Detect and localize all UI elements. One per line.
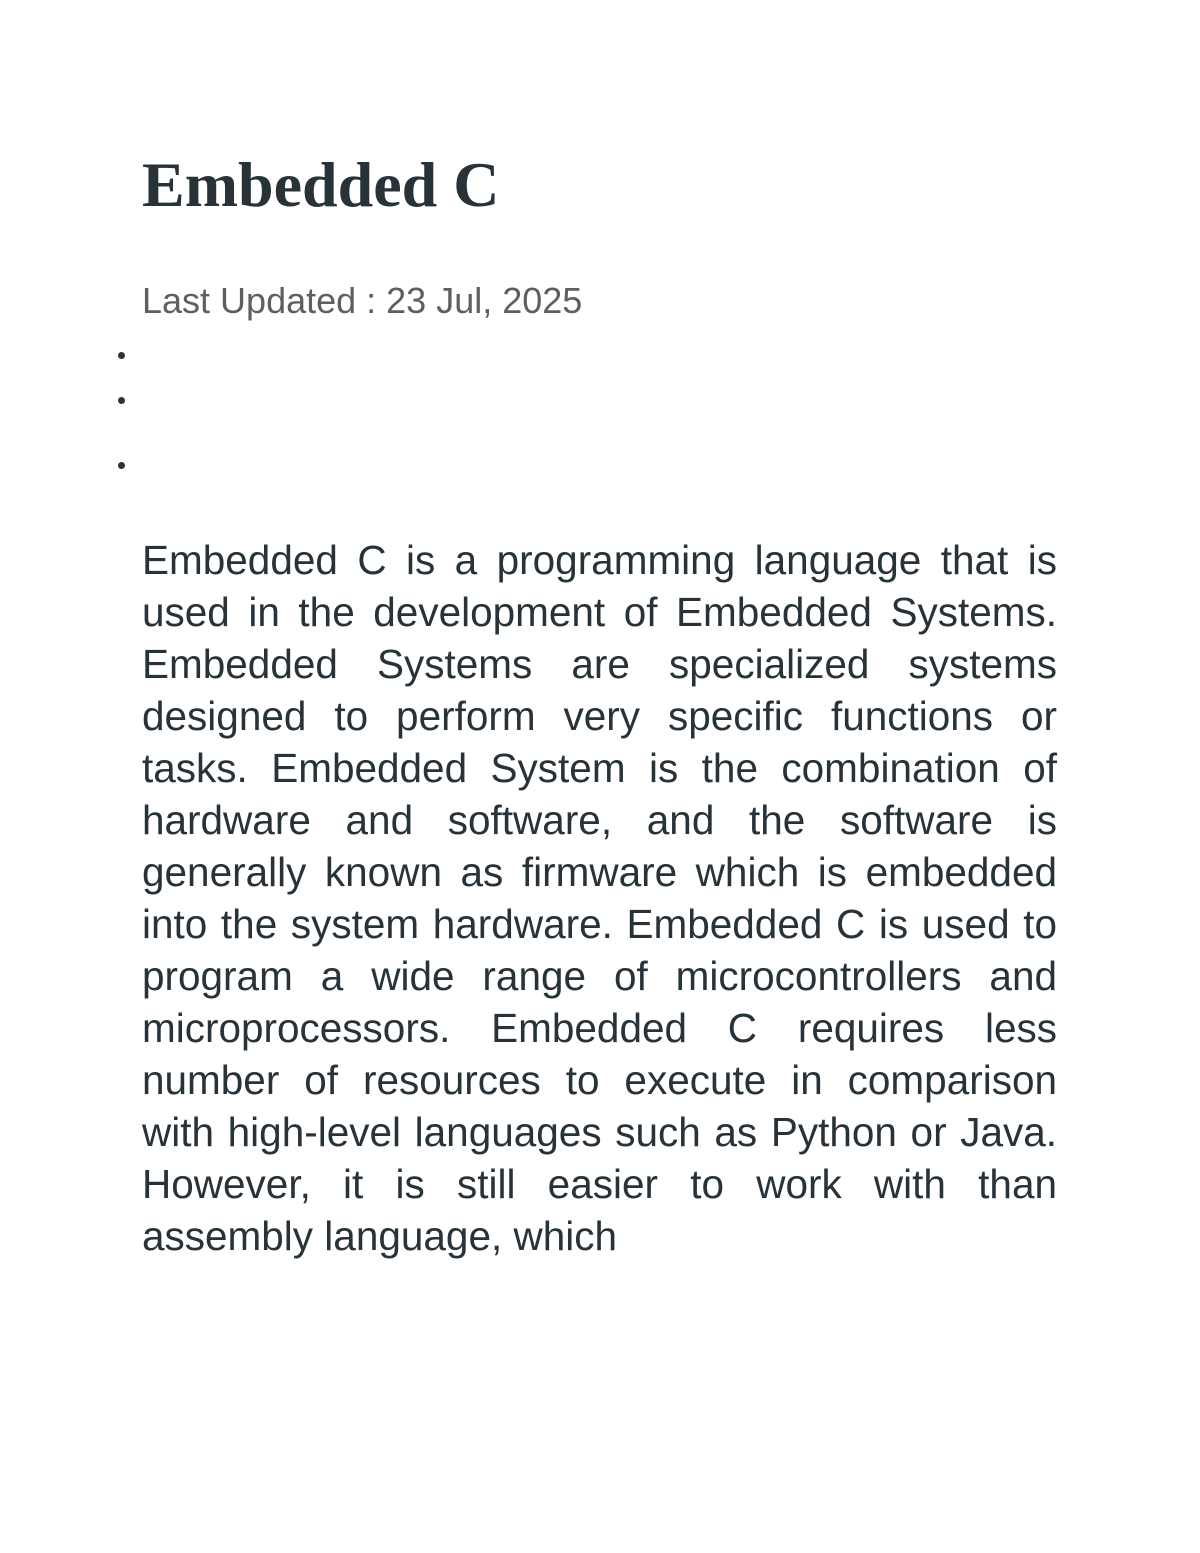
bullet-dot-icon [118, 352, 125, 359]
article-title: Embedded C [142, 149, 500, 220]
bullet-dot-icon [118, 397, 125, 404]
article-paragraph: Embedded C is a programming language that is used in the development of Embedded Systems. Embedded Systems are specialized systems designed to perform very specific functions or tasks. Embedded System is the combination of hardware and software, and the software is generally known as firmware which is embedded into the system hardware. Embedded C is used to program a wide range of microcontrollers and microprocessors. Embedded C requires less number of resources to execute in comparison with high-level languages such as Python or Java. However, it is still easier to work with than assembly language, which [142, 537, 1057, 1259]
bullet-dot-icon [118, 462, 125, 469]
last-updated-date: Last Updated : 23 Jul, 2025 [142, 280, 583, 321]
